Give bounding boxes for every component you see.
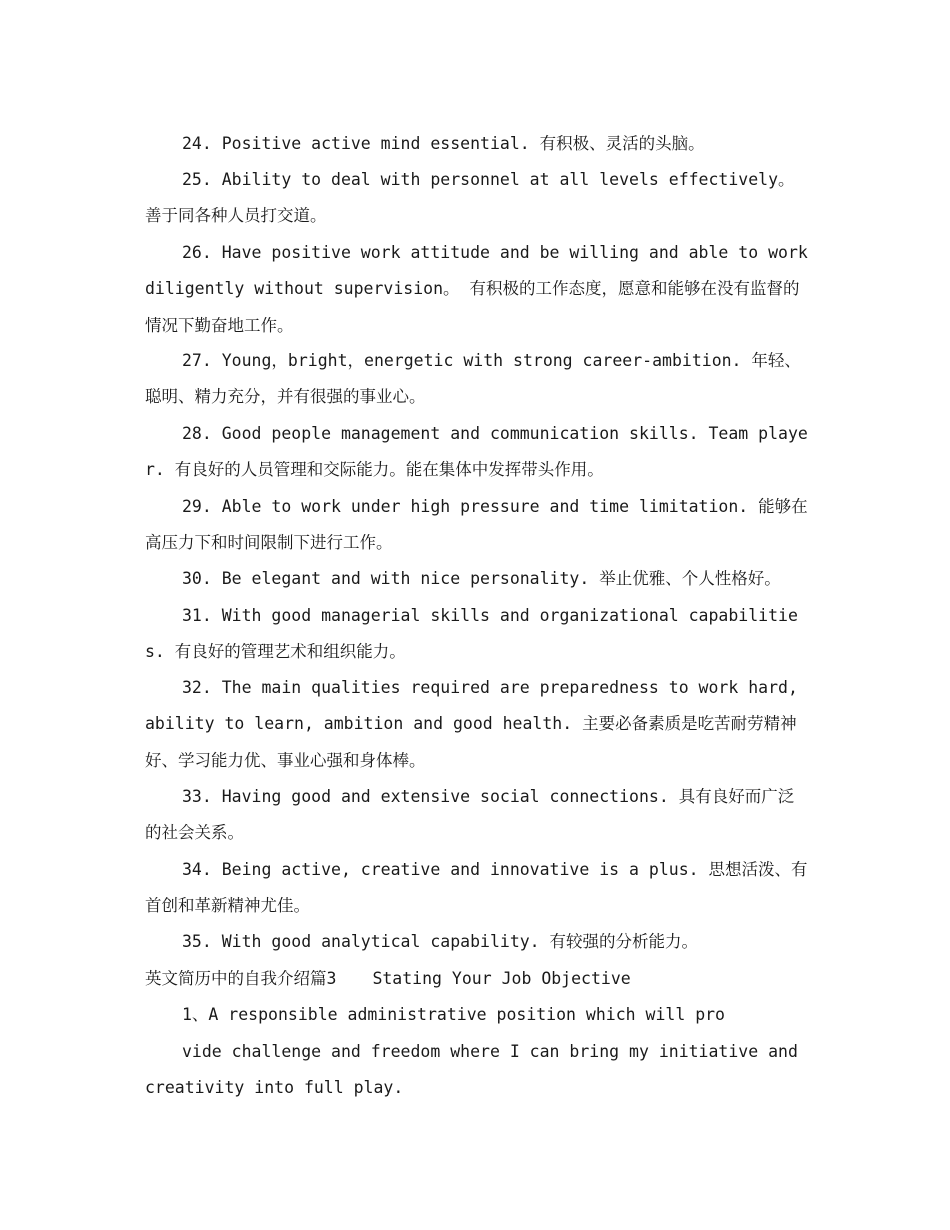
section-heading	[145, 961, 810, 997]
paragraph-32: 32. The main qualities required are preparedness to work hard, ability to learn, ambition and good health. 主要必备素质是吃苦耐劳精神好、学习能力优、事业心强和身体棒。	[145, 678, 798, 770]
paragraph-31: 31. With good managerial skills and organizational capabilities. 有良好的管理艺术和组织能力。	[145, 606, 798, 662]
paragraph-34: 34. Being active, creative and innovative is a plus. 思想活泼、有首创和革新精神尤佳。	[145, 860, 808, 916]
paragraph-30: 30. Be elegant and with nice personality. 举止优雅、个人性格好。	[182, 569, 781, 588]
objective-line-2: vide challenge and freedom where I can bring my initiative and creativity into full play.	[145, 1042, 798, 1098]
paragraph-33: 33. Having good and extensive social connections. 具有良好而广泛的社会关系。	[145, 787, 795, 843]
paragraph-29: 29. Able to work under high pressure and time limitation. 能够在高压力下和时间限制下进行工作。	[145, 497, 808, 553]
section-heading-en: Stating Your Job Objective	[372, 969, 631, 988]
paragraph-26: 26. Have positive work attitude and be willing and able to work diligently without supervision。 有积极的工作态度，愿意和能够在没有监督的情况下勤奋地工作。	[145, 243, 808, 335]
section-heading-cn: 英文简历中的自我介绍篇3	[145, 969, 337, 988]
objective-line-1: 1、A responsible administrative position which will pro	[182, 1005, 725, 1024]
paragraph-27: 27. Young，bright，energetic with strong career-ambition. 年轻、聪明、精力充分，并有很强的事业心。	[145, 351, 801, 407]
paragraph-28: 28. Good people management and communication skills. Team player. 有良好的人员管理和交际能力。能在集体中发挥带头作用。	[145, 424, 808, 480]
paragraph-24: 24. Positive active mind essential. 有积极、灵活的头脑。	[182, 134, 705, 153]
paragraph-35: 35. With good analytical capability. 有较强的分析能力。	[182, 932, 699, 951]
paragraph-25: 25. Ability to deal with personnel at all levels effectively。 善于同各种人员打交道。	[145, 170, 795, 226]
